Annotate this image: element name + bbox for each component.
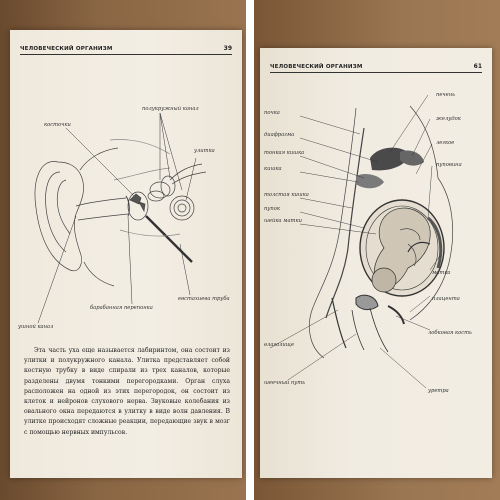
callout-line-ossicles: [66, 128, 134, 196]
label-stomach: желудок: [436, 116, 461, 122]
pregnancy-anatomy-figure: [260, 48, 492, 478]
running-title: ЧЕЛОВЕЧЕСКИЙ ОРГАНИЗМ: [270, 64, 363, 70]
stomach-shape: [400, 150, 424, 165]
label-navel: пупок: [264, 206, 280, 212]
callout-line-eustachian: [180, 244, 190, 295]
body-text: [24, 346, 230, 438]
right-page-photo: [254, 0, 500, 500]
label-diaphragm: диафрагма: [264, 132, 295, 138]
body-paragraph: Эта часть уха еще называется лабиринтом, она состоит из улитки и полукружного канала. Улитка представляет собой костную трубку в виде спирали из трех каналов, которые разделены двумя тонкими перегородками. Орган слуха расположен на одной из этих перегородок, он состоит из клеток и нейронов слухового нерва. Звуковые колебания из овального окна передаются в улитку в виде волн давления. В улитке происходят сложные реакции, передающие звук в мозг с помощью нервных импульсов.: [24, 347, 230, 436]
book-page-61: [260, 48, 492, 478]
label-lung: легкое: [436, 140, 455, 146]
label-intestine: кишка: [264, 166, 282, 172]
label-cervical-plug: шеечный путь: [264, 380, 306, 386]
label-pubic-bone: лобковая кость: [428, 330, 472, 336]
label-semicircular-canal: полукружный канал: [142, 106, 199, 112]
label-kidney: почка: [264, 110, 280, 116]
running-title: ЧЕЛОВЕЧЕСКИЙ ОРГАНИЗМ: [20, 46, 113, 52]
label-urethra: уретра: [428, 388, 449, 394]
page-number: 61: [473, 63, 482, 70]
label-vagina: влагалище: [264, 342, 295, 348]
label-ossicles: косточки: [44, 122, 71, 128]
callout-line-ear-canal: [38, 216, 76, 323]
label-small-intestine: тонкая кишка: [264, 150, 305, 156]
label-cervix: шейка матки: [264, 218, 302, 224]
page-number: 39: [223, 45, 232, 52]
label-cochlea: улитка: [194, 148, 215, 154]
fetus-head: [372, 268, 396, 292]
intestine-shape: [356, 174, 384, 188]
label-eustachian-tube: евстахиева труба: [178, 296, 230, 302]
label-liver: печень: [436, 92, 455, 98]
label-placenta: пуповина: [436, 162, 462, 168]
label-uterus: матка: [432, 270, 451, 276]
book-page-39: [10, 30, 242, 478]
ear-anatomy-figure: [10, 30, 242, 330]
callout-line-cochlea: [186, 158, 196, 200]
label-placenta-2: плацента: [432, 296, 460, 302]
label-ear-canal: ушной канал: [18, 324, 54, 330]
label-large-intestine: толстая кишка: [264, 192, 309, 198]
callout-line-eardrum: [128, 216, 132, 304]
left-page-photo: [0, 0, 246, 500]
label-eardrum: барабанная перепонка: [90, 305, 153, 311]
